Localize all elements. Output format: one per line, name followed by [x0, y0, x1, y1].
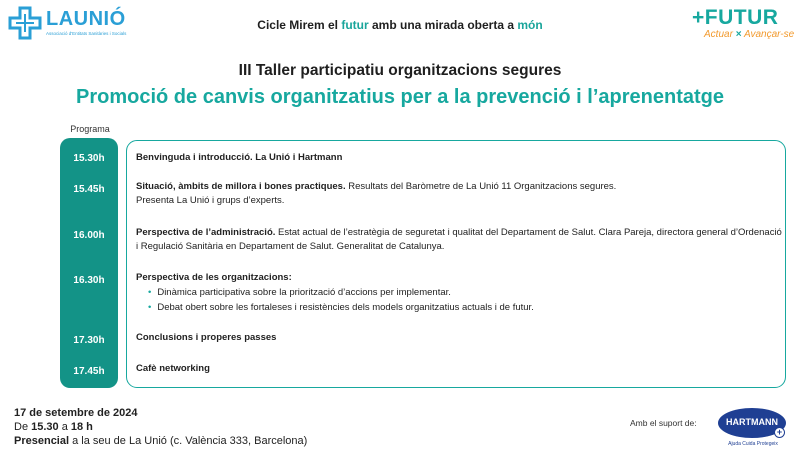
futur-word-avancar: Avançar-se: [743, 29, 795, 40]
program-item: [136, 331, 782, 345]
program-item: [136, 271, 782, 285]
bullet-text: Debat obert sobre les fortaleses i resistències dels models organitzatius actuals i de futur.: [157, 302, 534, 313]
bullet-dot-icon: •: [148, 287, 152, 298]
time-end: 18 h: [70, 421, 93, 433]
tagline-part: amb una mirada oberta a: [368, 18, 518, 32]
futur-x: ×: [735, 29, 742, 40]
hartmann-name: HARTMANN: [726, 417, 778, 427]
tagline-part: Cicle Mirem el: [257, 18, 342, 32]
time-start: 15.30: [31, 421, 59, 433]
time-column: [60, 138, 118, 388]
program-box: [126, 140, 786, 388]
time-slot: 15.30h: [73, 153, 105, 164]
la-unio-brand: LAUNIÓ: [46, 8, 126, 30]
program-item: [136, 151, 782, 165]
program-item-title: Conclusions i properes passes: [136, 332, 277, 343]
program-item-title: Perspectiva de l’administració.: [136, 227, 276, 238]
event-details: [14, 406, 307, 448]
futur-word-actuar: Actuar: [704, 29, 733, 40]
support-label: Amb el suport de:: [630, 418, 697, 428]
time-slot: 15.45h: [73, 184, 105, 195]
cycle-tagline: [0, 18, 800, 32]
program-item-title: Cafè networking: [136, 363, 210, 374]
time-slot: 16.00h: [73, 230, 105, 241]
futur-logo: [690, 6, 794, 46]
bullet-text: Dinàmica participativa sobre la priorització d’accions per implementar.: [157, 287, 451, 298]
program-item-text: Presenta La Unió i grups d’experts.: [136, 195, 285, 206]
hartmann-plus-icon: +: [774, 427, 785, 438]
time-slot: 17.45h: [73, 366, 105, 377]
time-slot: 16.30h: [73, 275, 105, 286]
programa-label: Programa: [70, 124, 110, 134]
program-item: [136, 362, 782, 376]
event-place: [14, 434, 307, 448]
program-item-text: Resultats del Baròmetre de La Unió 11 Organitzacions segures.: [345, 181, 617, 192]
program-item: [136, 180, 782, 208]
la-unio-tagline: Associació d'Entitats Sanitàries i Socials: [46, 31, 127, 36]
time-mid: a: [58, 421, 71, 433]
event-date: 17 de setembre de 2024: [14, 407, 138, 419]
time-prefix: De: [14, 421, 32, 433]
tagline-highlight: futur: [341, 18, 369, 32]
hartmann-slogan: Ajuda Cuida Protegeix: [728, 441, 778, 447]
place-address: a la seu de La Unió (c. València 333, Barcelona): [69, 435, 308, 447]
event-subtitle: Promoció de canvis organitzatius per a la prevenció i l’aprenentatge: [76, 86, 724, 108]
program-item-title: Perspectiva de les organitzacions:: [136, 272, 292, 283]
program-item-title: Benvinguda i introducció. La Unió i Hartmann: [136, 152, 343, 163]
program-item: [136, 226, 782, 254]
hartmann-logo: [718, 408, 788, 452]
program-item-text: Estat actual de l’estratègia de seguretat i qualitat del Departament de Salut. Clara Pareja, directora general d’Ordenació i Regulació Sanitària en Departament de Salut. Generalitat de Catalunya.: [136, 227, 782, 252]
program-bullet: [148, 301, 534, 315]
place-mode: Presencial: [14, 435, 70, 447]
futur-brand: +FUTUR: [692, 6, 779, 29]
time-slot: 17.30h: [73, 335, 105, 346]
program-item-title: Situació, àmbits de millora i bones practiques.: [136, 181, 346, 192]
tagline-highlight: món: [517, 18, 543, 32]
futur-slogan: [704, 29, 794, 40]
bullet-dot-icon: •: [148, 302, 152, 313]
event-title: III Taller participatiu organitzacions segures: [238, 62, 562, 79]
program-bullet: [148, 286, 451, 300]
event-time: [14, 420, 307, 434]
